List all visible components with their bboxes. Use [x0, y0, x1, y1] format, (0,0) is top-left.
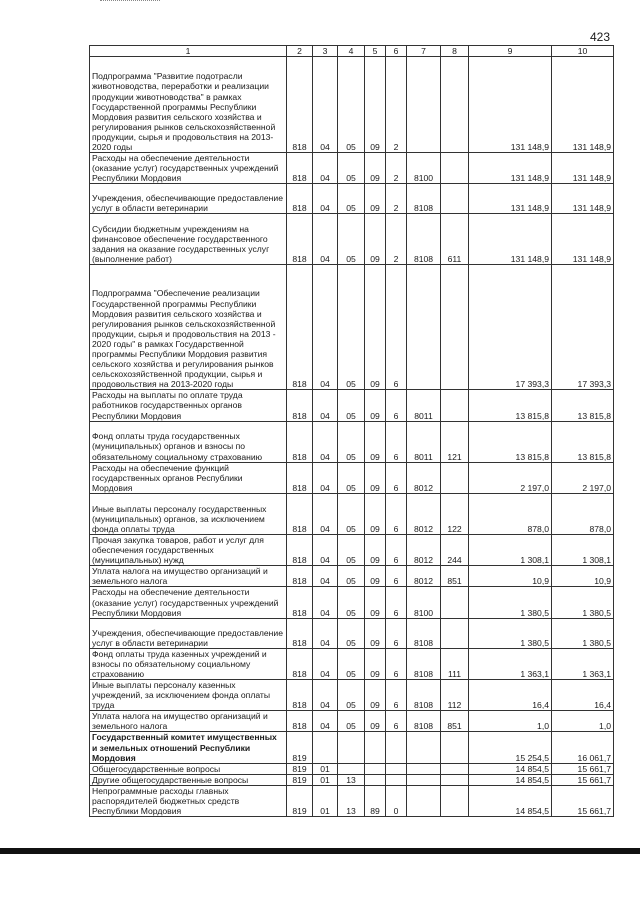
subprogram-code	[386, 774, 407, 785]
item-name: Фонд оплаты труда казенных учреждений и взносы по обязательному социальному страхованию	[90, 648, 287, 679]
table-row	[90, 534, 614, 565]
section-code: 04	[313, 679, 338, 710]
article-code: 8108	[407, 679, 441, 710]
amount-year2: 1 308,1	[552, 534, 614, 565]
expense-type-code	[441, 265, 469, 390]
amount-year1: 131 148,9	[469, 184, 552, 214]
table-row	[90, 184, 614, 214]
amount-year1: 14 854,5	[469, 763, 552, 774]
expense-type-code	[441, 184, 469, 214]
amount-year1: 1 380,5	[469, 587, 552, 618]
table-row	[90, 648, 614, 679]
subsection-code: 05	[338, 462, 365, 493]
admin-code: 818	[287, 214, 313, 265]
section-code: 01	[313, 785, 338, 816]
amount-year2: 1,0	[552, 711, 614, 732]
admin-code: 818	[287, 587, 313, 618]
header-cell: 2	[287, 46, 313, 57]
amount-year1: 131 148,9	[469, 214, 552, 265]
amount-year2: 16 061,7	[552, 732, 614, 763]
admin-code: 818	[287, 184, 313, 214]
section-code: 04	[313, 618, 338, 648]
admin-code: 818	[287, 462, 313, 493]
subprogram-code: 6	[386, 390, 407, 421]
program-code	[365, 763, 386, 774]
subprogram-code	[386, 732, 407, 763]
amount-year1: 1,0	[469, 711, 552, 732]
item-name: Расходы на обеспечение деятельности (оказание услуг) государственных учреждений Республики Мордовия	[90, 587, 287, 618]
header-cell: 4	[338, 46, 365, 57]
admin-code: 818	[287, 648, 313, 679]
header-cell: 7	[407, 46, 441, 57]
expense-type-code	[441, 587, 469, 618]
subsection-code: 05	[338, 214, 365, 265]
amount-year1: 13 815,8	[469, 421, 552, 462]
article-code: 8012	[407, 462, 441, 493]
expense-type-code	[441, 618, 469, 648]
program-code: 09	[365, 534, 386, 565]
program-code: 89	[365, 785, 386, 816]
table-row	[90, 679, 614, 710]
admin-code: 819	[287, 732, 313, 763]
table-row	[90, 57, 614, 153]
program-code	[365, 774, 386, 785]
table-row	[90, 493, 614, 534]
table-row	[90, 153, 614, 184]
amount-year1: 1 308,1	[469, 534, 552, 565]
amount-year1: 1 380,5	[469, 618, 552, 648]
table-row	[90, 462, 614, 493]
item-name: Учреждения, обеспечивающие предоставление услуг в области ветеринарии	[90, 184, 287, 214]
expense-type-code	[441, 57, 469, 153]
article-code: 8108	[407, 618, 441, 648]
article-code: 8011	[407, 390, 441, 421]
admin-code: 818	[287, 711, 313, 732]
subsection-code	[338, 763, 365, 774]
subsection-code: 05	[338, 493, 365, 534]
item-name: Подпрограмма "Обеспечение реализации Государственной программы Республики Мордовия развития сельского хозяйства и регулирования рынков сельскохозяйственной продукции, сырья и продовольствия на 2013 - 2020 годы" в рамках Государственной программы Республики Мордовия развития сельского хозяйства и регулирования рынков сельскохозяйственной продукции, сырья и продовольствия на 2013-2020 годы	[90, 265, 287, 390]
item-name: Государственный комитет имущественных и земельных отношений Республики Мордовия	[90, 732, 287, 763]
program-code: 09	[365, 618, 386, 648]
admin-code: 818	[287, 153, 313, 184]
subsection-code: 05	[338, 390, 365, 421]
subprogram-code: 0	[386, 785, 407, 816]
amount-year2: 131 148,9	[552, 57, 614, 153]
header-cell: 8	[441, 46, 469, 57]
admin-code: 818	[287, 534, 313, 565]
program-code: 09	[365, 265, 386, 390]
subprogram-code: 2	[386, 214, 407, 265]
admin-code: 819	[287, 774, 313, 785]
expense-type-code: 111	[441, 648, 469, 679]
amount-year2: 131 148,9	[552, 214, 614, 265]
subsection-code: 05	[338, 57, 365, 153]
section-code: 04	[313, 214, 338, 265]
table-row	[90, 711, 614, 732]
section-code: 04	[313, 566, 338, 587]
header-cell: 9	[469, 46, 552, 57]
table-row	[90, 214, 614, 265]
table-row	[90, 618, 614, 648]
program-code: 09	[365, 57, 386, 153]
expense-type-code	[441, 785, 469, 816]
program-code: 09	[365, 679, 386, 710]
amount-year2: 17 393,3	[552, 265, 614, 390]
scan-artifact	[100, 0, 160, 4]
admin-code: 818	[287, 57, 313, 153]
admin-code: 818	[287, 390, 313, 421]
header-cell: 6	[386, 46, 407, 57]
program-code: 09	[365, 390, 386, 421]
subsection-code: 05	[338, 534, 365, 565]
table-row	[90, 566, 614, 587]
amount-year1: 17 393,3	[469, 265, 552, 390]
article-code	[407, 732, 441, 763]
amount-year1: 10,9	[469, 566, 552, 587]
amount-year2: 878,0	[552, 493, 614, 534]
expense-type-code	[441, 153, 469, 184]
item-name: Общегосударственные вопросы	[90, 763, 287, 774]
header-cell: 1	[90, 46, 287, 57]
amount-year2: 15 661,7	[552, 763, 614, 774]
section-code: 04	[313, 648, 338, 679]
item-name: Расходы на обеспечение деятельности (оказание услуг) государственных учреждений Республики Мордовия	[90, 153, 287, 184]
admin-code: 818	[287, 421, 313, 462]
subprogram-code: 6	[386, 265, 407, 390]
article-code	[407, 265, 441, 390]
table-row	[90, 763, 614, 774]
table-row	[90, 587, 614, 618]
section-code: 04	[313, 421, 338, 462]
amount-year1: 131 148,9	[469, 57, 552, 153]
article-code	[407, 774, 441, 785]
amount-year2: 131 148,9	[552, 153, 614, 184]
item-name: Иные выплаты персоналу казенных учреждений, за исключением фонда оплаты труда	[90, 679, 287, 710]
subsection-code: 13	[338, 785, 365, 816]
subsection-code	[338, 732, 365, 763]
amount-year2: 13 815,8	[552, 421, 614, 462]
amount-year2: 1 363,1	[552, 648, 614, 679]
article-code: 8012	[407, 493, 441, 534]
amount-year1: 2 197,0	[469, 462, 552, 493]
amount-year2: 13 815,8	[552, 390, 614, 421]
amount-year1: 14 854,5	[469, 785, 552, 816]
subprogram-code	[386, 763, 407, 774]
budget-table	[89, 45, 614, 817]
amount-year1: 16,4	[469, 679, 552, 710]
program-code: 09	[365, 184, 386, 214]
amount-year1: 131 148,9	[469, 153, 552, 184]
subprogram-code: 6	[386, 679, 407, 710]
table-row	[90, 421, 614, 462]
item-name: Непрограммные расходы главных распорядителей бюджетных средств Республики Мордовия	[90, 785, 287, 816]
expense-type-code: 122	[441, 493, 469, 534]
subsection-code: 05	[338, 679, 365, 710]
table-row	[90, 265, 614, 390]
program-code: 09	[365, 462, 386, 493]
article-code: 8108	[407, 711, 441, 732]
expense-type-code	[441, 763, 469, 774]
header-row	[90, 46, 614, 57]
amount-year2: 15 661,7	[552, 774, 614, 785]
expense-type-code: 611	[441, 214, 469, 265]
subprogram-code: 6	[386, 493, 407, 534]
article-code: 8100	[407, 587, 441, 618]
subprogram-code: 6	[386, 421, 407, 462]
amount-year2: 1 380,5	[552, 587, 614, 618]
header-cell: 5	[365, 46, 386, 57]
subprogram-code: 2	[386, 153, 407, 184]
subsection-code: 05	[338, 648, 365, 679]
item-name: Иные выплаты персоналу государственных (муниципальных) органов, за исключением фонда оплаты труда	[90, 493, 287, 534]
section-code: 04	[313, 265, 338, 390]
program-code: 09	[365, 153, 386, 184]
subsection-code: 05	[338, 618, 365, 648]
amount-year2: 15 661,7	[552, 785, 614, 816]
amount-year1: 13 815,8	[469, 390, 552, 421]
subsection-code: 05	[338, 587, 365, 618]
subsection-code: 05	[338, 184, 365, 214]
subsection-code: 05	[338, 566, 365, 587]
article-code	[407, 785, 441, 816]
amount-year2: 16,4	[552, 679, 614, 710]
expense-type-code: 121	[441, 421, 469, 462]
article-code: 8108	[407, 184, 441, 214]
article-code: 8011	[407, 421, 441, 462]
header-cell: 10	[552, 46, 614, 57]
program-code: 09	[365, 214, 386, 265]
admin-code: 819	[287, 763, 313, 774]
amount-year2: 10,9	[552, 566, 614, 587]
item-name: Прочая закупка товаров, работ и услуг для обеспечения государственных (муниципальных) нужд	[90, 534, 287, 565]
item-name: Расходы на обеспечение функций государственных органов Республики Мордовия	[90, 462, 287, 493]
subprogram-code: 6	[386, 566, 407, 587]
article-code: 8012	[407, 534, 441, 565]
amount-year2: 131 148,9	[552, 184, 614, 214]
section-code: 04	[313, 711, 338, 732]
expense-type-code: 112	[441, 679, 469, 710]
subprogram-code: 6	[386, 618, 407, 648]
program-code	[365, 732, 386, 763]
section-code: 04	[313, 587, 338, 618]
amount-year1: 15 254,5	[469, 732, 552, 763]
subsection-code: 05	[338, 265, 365, 390]
amount-year2: 2 197,0	[552, 462, 614, 493]
amount-year1: 878,0	[469, 493, 552, 534]
subsection-code: 05	[338, 711, 365, 732]
article-code	[407, 57, 441, 153]
item-name: Подпрограмма "Развитие подотрасли животноводства, переработки и реализации продукции животноводства" в рамках Государственной программы Республики Мордовия развития сельского хозяйства и регулирования рынков сельскохозяйственной продукции, сырья и продовольствия на 2013-2020 годы	[90, 57, 287, 153]
article-code: 8100	[407, 153, 441, 184]
article-code	[407, 763, 441, 774]
expense-type-code	[441, 732, 469, 763]
item-name: Уплата налога на имущество организаций и земельного налога	[90, 711, 287, 732]
expense-type-code: 244	[441, 534, 469, 565]
table-row	[90, 774, 614, 785]
admin-code: 818	[287, 493, 313, 534]
subprogram-code: 6	[386, 462, 407, 493]
table-row	[90, 785, 614, 816]
subprogram-code: 6	[386, 711, 407, 732]
page-number: 423	[590, 30, 611, 44]
section-code: 04	[313, 493, 338, 534]
section-code	[313, 732, 338, 763]
table-row	[90, 390, 614, 421]
scan-bottom-bar	[0, 848, 640, 854]
item-name: Другие общегосударственные вопросы	[90, 774, 287, 785]
admin-code: 819	[287, 785, 313, 816]
program-code: 09	[365, 711, 386, 732]
table-row	[90, 732, 614, 763]
article-code: 8108	[407, 648, 441, 679]
expense-type-code	[441, 774, 469, 785]
section-code: 04	[313, 57, 338, 153]
section-code: 04	[313, 462, 338, 493]
admin-code: 818	[287, 679, 313, 710]
item-name: Учреждения, обеспечивающие предоставление услуг в области ветеринарии	[90, 618, 287, 648]
expense-type-code: 851	[441, 711, 469, 732]
item-name: Субсидии бюджетным учреждениям на финансовое обеспечение государственного задания на оказание государственных услуг (выполнение работ)	[90, 214, 287, 265]
item-name: Уплата налога на имущество организаций и земельного налога	[90, 566, 287, 587]
article-code: 8108	[407, 214, 441, 265]
program-code: 09	[365, 566, 386, 587]
admin-code: 818	[287, 618, 313, 648]
program-code: 09	[365, 493, 386, 534]
amount-year2: 1 380,5	[552, 618, 614, 648]
subprogram-code: 6	[386, 648, 407, 679]
subprogram-code: 6	[386, 534, 407, 565]
subprogram-code: 2	[386, 57, 407, 153]
amount-year1: 1 363,1	[469, 648, 552, 679]
expense-type-code	[441, 462, 469, 493]
program-code: 09	[365, 587, 386, 618]
section-code: 04	[313, 184, 338, 214]
expense-type-code	[441, 390, 469, 421]
program-code: 09	[365, 648, 386, 679]
section-code: 01	[313, 763, 338, 774]
amount-year1: 14 854,5	[469, 774, 552, 785]
section-code: 01	[313, 774, 338, 785]
expense-type-code: 851	[441, 566, 469, 587]
admin-code: 818	[287, 265, 313, 390]
program-code: 09	[365, 421, 386, 462]
article-code: 8012	[407, 566, 441, 587]
header-cell: 3	[313, 46, 338, 57]
section-code: 04	[313, 153, 338, 184]
subsection-code: 05	[338, 421, 365, 462]
subprogram-code: 2	[386, 184, 407, 214]
section-code: 04	[313, 534, 338, 565]
subprogram-code: 6	[386, 587, 407, 618]
item-name: Расходы на выплаты по оплате труда работников государственных органов Республики Мордовия	[90, 390, 287, 421]
admin-code: 818	[287, 566, 313, 587]
subsection-code: 05	[338, 153, 365, 184]
section-code: 04	[313, 390, 338, 421]
subsection-code: 13	[338, 774, 365, 785]
item-name: Фонд оплаты труда государственных (муниципальных) органов и взносы по обязательному социальному страхованию	[90, 421, 287, 462]
